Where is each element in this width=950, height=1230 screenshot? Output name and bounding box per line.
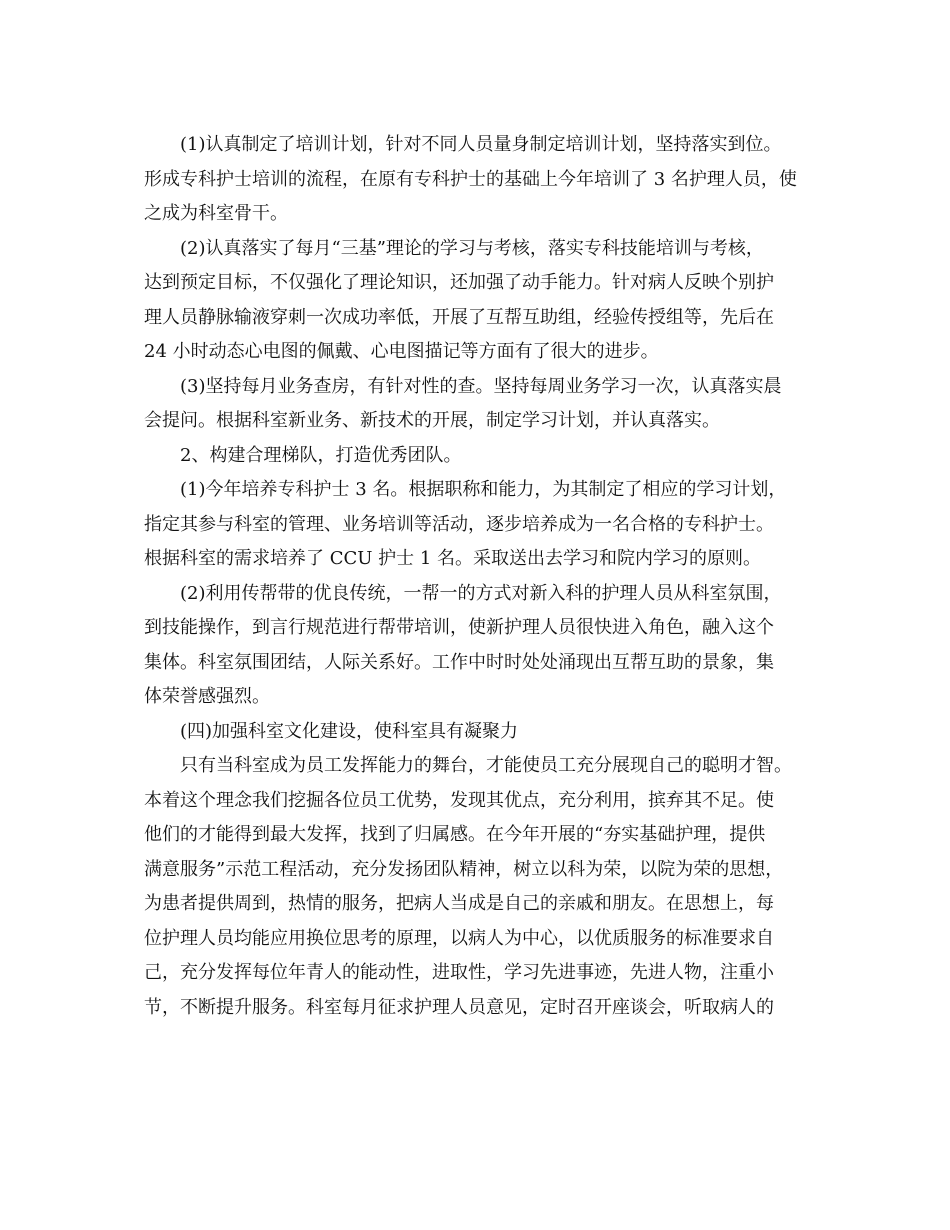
text-line: 集体。科室氛围团结，人际关系好。工作中时时处处涌现出互帮互助的景象，集 [144, 651, 774, 673]
text-line: (2)认真落实了每月“三基”理论的学习与考核，落实专科技能培训与考核， [180, 237, 764, 259]
section-heading: (四)加强科室文化建设，使科室具有凝聚力 [180, 720, 519, 742]
text-line: 为患者提供周到，热情的服务，把病人当成是自己的亲戚和朋友。在思想上，每 [144, 893, 774, 914]
text-line: 之成为科室骨干。 [144, 203, 288, 224]
text-line: 体荣誉感强烈。 [144, 686, 270, 707]
text-line: (2)利用传帮带的优良传统，一帮一的方式对新入科的护理人员从科室氛围， [180, 582, 782, 604]
text-line: 会提问。根据科室新业务、新技术的开展，制定学习计划，并认真落实。 [144, 410, 720, 431]
text-line: 满意服务”示范工程活动，充分发扬团队精神，树立以科为荣，以院为荣的思想， [144, 858, 784, 880]
text-line: 形成专科护士培训的流程，在原有专科护士的基础上今年培训了 3 名护理人员，使 [144, 168, 797, 190]
text-line: (3)坚持每月业务查房，有针对性的查。坚持每周业务学习一次，认真落实晨 [180, 375, 782, 397]
text-line: 达到预定目标，不仅强化了理论知识，还加强了动手能力。针对病人反映个别护 [144, 272, 774, 293]
text-line: 位护理人员均能应用换位思考的原理，以病人为中心，以优质服务的标准要求自 [144, 927, 774, 949]
text-line: 本着这个理念我们挖掘各位员工优势，发现其优点，充分利用，摈弃其不足。使 [144, 789, 774, 811]
text-line: (1)认真制定了培训计划，针对不同人员量身制定培训计划，坚持落实到位。 [180, 134, 782, 155]
text-line: 己，充分发挥每位年青人的能动性，进取性，学习先进事迹，先进人物，注重小 [144, 962, 774, 983]
text-line: 到技能操作，到言行规范进行帮带培训，使新护理人员很快进入角色，融入这个 [144, 617, 774, 638]
text-line: 他们的才能得到最大发挥，找到了归属感。在今年开展的“夯实基础护理，提供 [144, 824, 766, 845]
text-line: 理人员静脉输液穿刺一次成功率低，开展了互帮互助组，经验传授组等，先后在 [144, 306, 774, 328]
text-line: 只有当科室成为员工发挥能力的舞台，才能使员工充分展现自己的聪明才智。 [180, 755, 792, 776]
text-line: 节，不断提升服务。科室每月征求护理人员意见，定时召开座谈会，听取病人的 [144, 996, 774, 1018]
document-body [144, 128, 824, 1025]
section-heading: 2、构建合理梯队，打造优秀团队。 [180, 444, 462, 466]
text-line: 24 小时动态心电图的佩戴、心电图描记等方面有了很大的进步。 [144, 341, 659, 362]
text-line: 指定其参与科室的管理、业务培训等活动，逐步培养成为一名合格的专科护士。 [144, 513, 774, 535]
text-line: (1)今年培养专科护士 3 名。根据职称和能力，为其制定了相应的学习计划， [180, 479, 787, 500]
text-line: 根据科室的需求培养了 CCU 护士 1 名。采取送出去学习和院内学习的原则。 [144, 548, 762, 569]
